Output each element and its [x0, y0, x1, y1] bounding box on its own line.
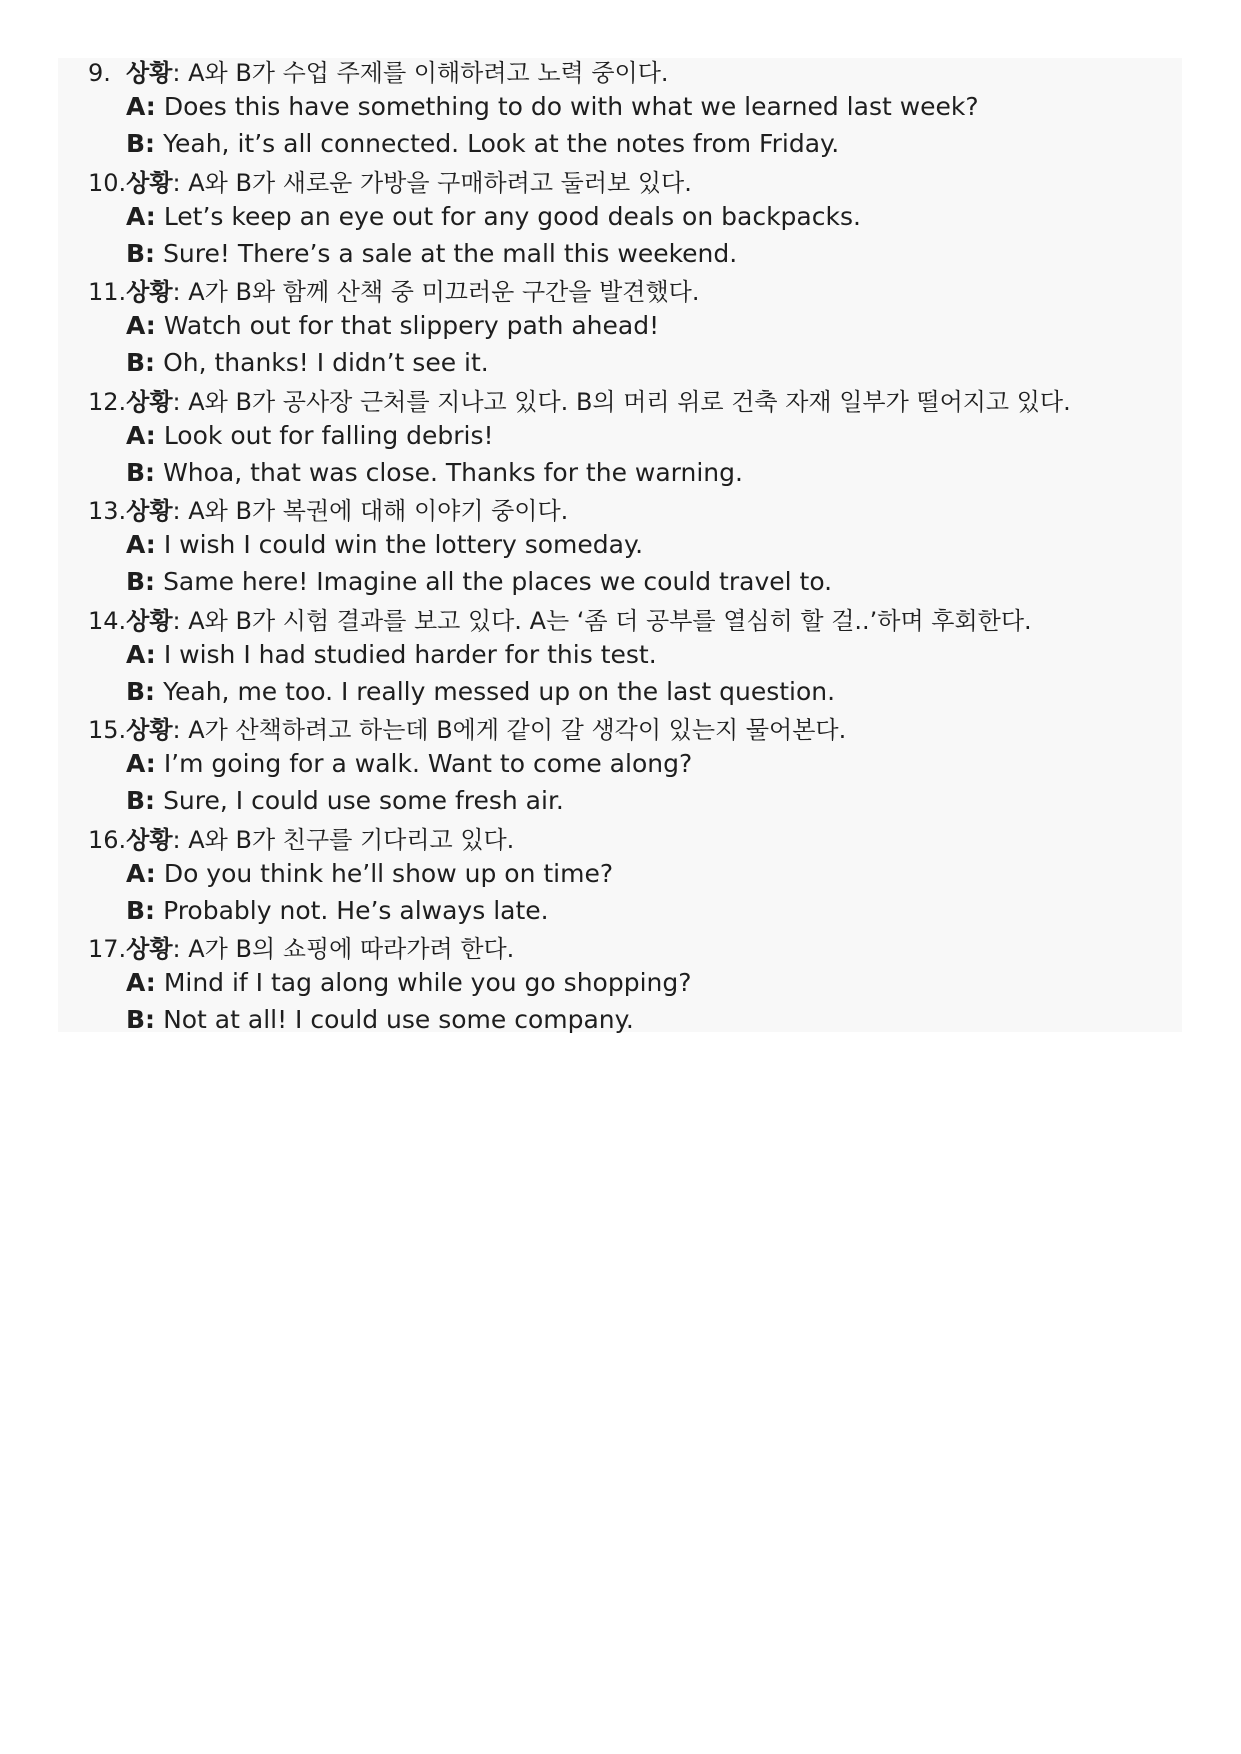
speaker-b-text: Whoa, that was close. Thanks for the warning. — [163, 457, 743, 487]
speaker-b-label: B: — [126, 567, 156, 596]
situation-label: 상황 — [126, 935, 173, 963]
speaker-b-text: Yeah, it’s all connected. Look at the notes from Friday. — [163, 129, 840, 158]
speaker-a-line — [126, 530, 643, 560]
speaker-b-label: B: — [126, 895, 156, 925]
dialogue-entry — [58, 934, 1182, 1044]
speaker-a-line — [126, 311, 659, 341]
speaker-a-label: A: — [126, 201, 156, 231]
situation-label: 상황 — [126, 606, 173, 635]
speaker-b-text: Oh, thanks! I didn’t see it. — [163, 348, 489, 377]
dialogue-entry — [58, 606, 1182, 716]
dialogue-entry — [58, 58, 1182, 168]
entry-number: 10. — [88, 168, 127, 197]
speaker-a-line — [126, 640, 657, 670]
situation-line — [88, 715, 846, 745]
speaker-a-text: Mind if I tag along while you go shopping? — [163, 968, 692, 997]
situation-line — [88, 387, 1071, 417]
situation-text: : A와 B가 복권에 대해 이야기 중이다. — [172, 497, 569, 525]
speaker-a-line — [126, 421, 494, 451]
dialogue-entry — [58, 168, 1182, 278]
entry-number: 9. — [88, 59, 111, 87]
speaker-a-line — [126, 749, 692, 779]
speaker-b-label: B: — [126, 238, 156, 268]
situation-label: 상황 — [126, 168, 173, 197]
speaker-a-text: I’m going for a walk. Want to come along? — [163, 749, 693, 778]
speaker-b-line — [126, 458, 743, 488]
situation-label: 상황 — [126, 825, 173, 854]
speaker-a-line — [126, 92, 979, 122]
speaker-b-text: Yeah, me too. I really messed up on the last question. — [163, 676, 836, 706]
speaker-a-text: Let’s keep an eye out for any good deals on backpacks. — [163, 201, 861, 231]
speaker-b-line — [126, 677, 835, 707]
situation-text: : A와 B가 공사장 근처를 지나고 있다. B의 머리 위로 건축 자재 일부가 떨어지고 있다. — [172, 387, 1071, 416]
entry-number: 11. — [88, 278, 127, 306]
speaker-b-line — [126, 567, 832, 597]
situation-label: 상황 — [126, 716, 173, 744]
situation-text: : A가 산책하려고 하는데 B에게 같이 갈 생각이 있는지 물어본다. — [172, 716, 847, 744]
speaker-b-line — [126, 1005, 634, 1035]
entry-number: 17. — [88, 935, 127, 963]
situation-line — [88, 606, 1032, 636]
speaker-a-line — [126, 968, 692, 998]
dialogue-entry — [58, 825, 1182, 935]
speaker-b-line — [126, 896, 549, 926]
speaker-a-label: A: — [126, 420, 156, 450]
situation-label: 상황 — [126, 59, 173, 87]
speaker-b-line — [126, 239, 737, 269]
situation-text: : A가 B와 함께 산책 중 미끄러운 구간을 발견했다. — [172, 278, 700, 306]
situation-text: : A와 B가 시험 결과를 보고 있다. A는 ‘좀 더 공부를 열심히 할 걸..’하며 후회한다. — [172, 606, 1032, 635]
situation-line — [88, 825, 514, 855]
situation-line — [88, 168, 692, 198]
entry-number: 15. — [88, 716, 127, 744]
speaker-a-text: Does this have something to do with what we learned last week? — [163, 92, 979, 121]
situation-line — [88, 496, 568, 526]
speaker-b-text: Sure, I could use some fresh air. — [163, 786, 564, 815]
situation-text: : A와 B가 새로운 가방을 구매하려고 둘러보 있다. — [172, 168, 692, 197]
speaker-a-text: Look out for falling debris! — [163, 420, 494, 450]
speaker-a-line — [126, 859, 613, 889]
situation-text: : A와 B가 친구를 기다리고 있다. — [172, 825, 515, 854]
speaker-b-text: Same here! Imagine all the places we could travel to. — [163, 567, 833, 596]
speaker-b-label: B: — [126, 129, 156, 158]
speaker-a-text: I wish I had studied harder for this test. — [163, 639, 657, 669]
speaker-b-text: Sure! There’s a sale at the mall this weekend. — [163, 238, 738, 268]
speaker-a-label: A: — [126, 639, 156, 669]
speaker-b-label: B: — [126, 676, 156, 706]
dialogue-entry — [58, 715, 1182, 825]
speaker-b-line — [126, 786, 564, 816]
speaker-b-text: Probably not. He’s always late. — [163, 895, 549, 925]
dialogue-list — [58, 58, 1182, 1044]
speaker-b-label: B: — [126, 1005, 156, 1034]
speaker-a-label: A: — [126, 749, 156, 778]
speaker-b-line — [126, 129, 839, 159]
speaker-b-label: B: — [126, 457, 156, 487]
situation-label: 상황 — [126, 387, 173, 416]
entry-number: 16. — [88, 825, 127, 854]
situation-line — [88, 58, 669, 88]
speaker-a-text: Do you think he’ll show up on time? — [163, 858, 614, 888]
situation-text: : A와 B가 수업 주제를 이해하려고 노력 중이다. — [172, 59, 669, 87]
dialogue-entry — [58, 496, 1182, 606]
entry-number: 14. — [88, 606, 127, 635]
speaker-b-line — [126, 348, 489, 378]
speaker-b-label: B: — [126, 348, 156, 377]
speaker-a-text: Watch out for that slippery path ahead! — [163, 311, 660, 340]
entry-number: 13. — [88, 497, 127, 525]
situation-line — [88, 934, 514, 964]
entry-number: 12. — [88, 387, 127, 416]
speaker-b-text: Not at all! I could use some company. — [163, 1005, 634, 1034]
speaker-a-label: A: — [126, 92, 156, 121]
dialogue-entry — [58, 277, 1182, 387]
speaker-a-label: A: — [126, 858, 156, 888]
situation-text: : A가 B의 쇼핑에 따라가려 한다. — [172, 935, 515, 963]
speaker-b-label: B: — [126, 786, 156, 815]
situation-label: 상황 — [126, 497, 173, 525]
speaker-a-label: A: — [126, 530, 156, 559]
speaker-a-label: A: — [126, 311, 156, 340]
speaker-a-line — [126, 202, 861, 232]
dialogue-entry — [58, 387, 1182, 497]
situation-label: 상황 — [126, 278, 173, 306]
speaker-a-text: I wish I could win the lottery someday. — [163, 530, 644, 559]
dialogue-panel — [58, 58, 1182, 1032]
speaker-a-label: A: — [126, 968, 156, 997]
situation-line — [88, 277, 700, 307]
